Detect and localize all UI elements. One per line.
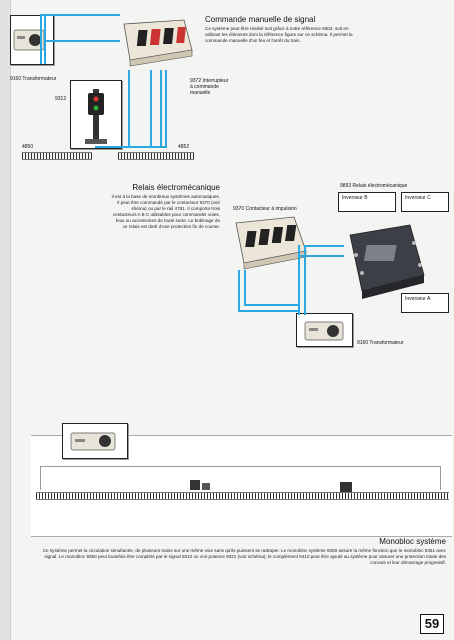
wire — [40, 14, 120, 16]
page-gutter — [0, 0, 11, 640]
track-left-label: 4850 — [22, 144, 34, 150]
wire — [40, 14, 42, 64]
strip-wire — [40, 466, 41, 490]
wire — [160, 70, 162, 146]
monobloc-block-image — [338, 480, 354, 494]
track-section-left — [22, 152, 92, 160]
relay-image — [340, 215, 430, 305]
manual-switch-image — [118, 16, 196, 68]
section3-header — [30, 537, 446, 566]
monobloc-image — [62, 423, 128, 459]
section3-title: Monobloc système — [379, 537, 446, 546]
signal-image — [70, 80, 122, 149]
section1-signal-label: 9312 — [55, 96, 67, 102]
contactor-label: 9370 Contacteur à impulsion — [233, 206, 297, 212]
monobloc-signal-image — [186, 478, 216, 494]
track-section-right — [118, 152, 194, 160]
section1-header — [205, 15, 365, 44]
wire — [304, 245, 344, 247]
wire — [238, 270, 240, 310]
wire — [244, 304, 298, 306]
wire — [150, 70, 152, 146]
section1-title: Commande manuelle de signal — [205, 15, 316, 24]
transformer-image-2 — [296, 313, 353, 347]
monobloc-track — [36, 492, 449, 500]
inverter-c-label: Inverseur C — [405, 195, 431, 201]
strip-wire — [40, 466, 440, 467]
section2-body: Il est à la base de nombreux systèmes automatiques. Il peut être commandé par le contacteur 9370 (voir shéma) ou par le rail 4781. Il comporte trois contacteurs A B C utilisables pour commander voies, feux ou accessoires de toute sorte. Le bobinage de ce relais est doté d'une protection fin de course. — [111, 194, 220, 229]
inverter-b-label: Inverseur B — [342, 195, 368, 201]
wire — [44, 40, 120, 42]
strip-wire — [440, 466, 441, 490]
section1-switch-label: 9372 Interrupteur à commande manuelle — [190, 78, 229, 96]
section2-title: Relais électromécanique — [132, 183, 220, 192]
inverter-b-box — [338, 192, 396, 212]
inverter-c-box — [401, 192, 449, 212]
inverter-a-label: Inverseur A — [405, 296, 431, 302]
relay-label: 9893 Relais électromécanique — [340, 183, 408, 189]
wire — [165, 70, 167, 146]
section2-header — [110, 183, 220, 230]
section1-transformer-label: 9160 Transformateur — [10, 76, 57, 82]
wire — [95, 146, 167, 148]
track-right-label: 4852 — [178, 144, 190, 150]
wire — [298, 255, 344, 257]
wire — [244, 270, 246, 304]
wire — [128, 70, 130, 146]
wire — [44, 14, 46, 64]
section1-body: Ce système peut être réalisé soit grâce à notre référence 9302, soit en utilisant les éléments dont la référence figure sur ce schéma. Il permet la commande manuelle d'un feu et l'arrêt du train. — [205, 26, 353, 43]
wire — [238, 310, 298, 312]
section3-body: Ce système permet la circulation simultanée, de plusieurs trains sur une même voie sans qu'ils puissent se rattraper. Le monobloc système 9360 assure la même fonction que le monobloc 9351 avec signal. Le monobloc 9360 peut toutefois être complété par le signal 9312 ou voir potence 9321 (voir schéma); le complément 9410 peut être ajouté au système pour assurer une protection totale des convois et leur démarrage progressif. — [42, 548, 446, 565]
page-number: 59 — [420, 614, 444, 634]
inverter-a-box — [401, 293, 449, 313]
section2-transformer-label: 9160 Transformateur — [357, 340, 404, 346]
